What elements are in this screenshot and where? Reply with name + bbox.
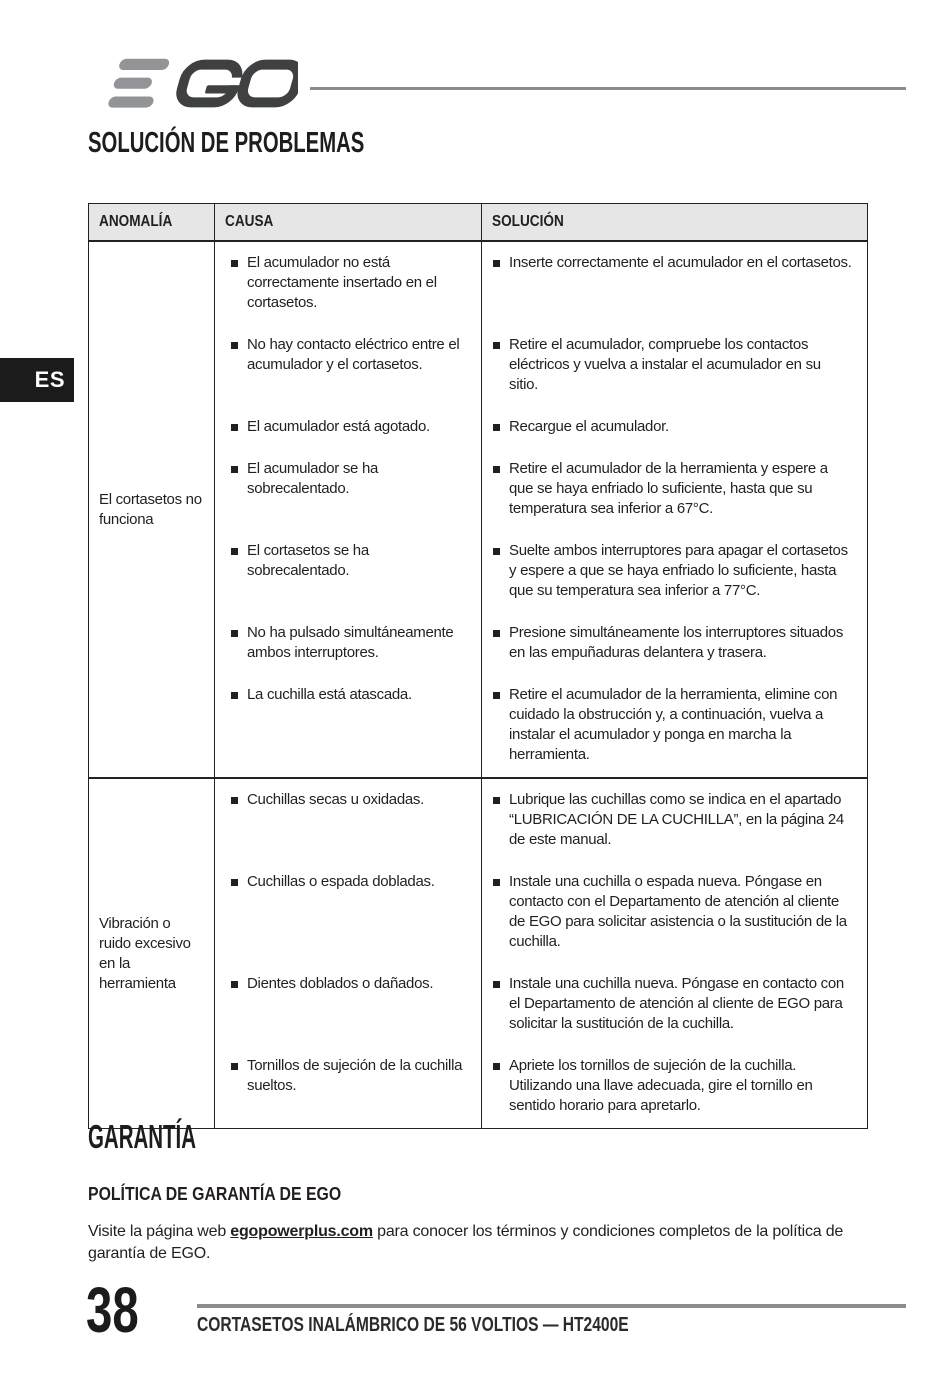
page-number: 38 xyxy=(86,1274,139,1346)
anomaly-cell xyxy=(89,242,215,777)
ego-logo-icon xyxy=(86,56,298,111)
cause-text: Tornillos de sujeción de la cuchilla sueltos. xyxy=(247,1057,463,1094)
solution-cell xyxy=(482,623,867,685)
cause-text: No ha pulsado simultáneamente ambos interruptores. xyxy=(247,624,454,661)
bullet-square-icon xyxy=(493,342,500,349)
solution-cell xyxy=(482,541,867,623)
troubleshooting-table xyxy=(88,203,868,1129)
table-row xyxy=(89,777,867,1128)
column-header-solution: SOLUCIÓN xyxy=(492,213,564,230)
cause-solution-pair xyxy=(215,623,867,685)
bullet-square-icon xyxy=(231,466,238,473)
bullet-square-icon xyxy=(493,797,500,804)
cause-text: Cuchillas secas u oxidadas. xyxy=(247,791,424,808)
cause-text: Cuchillas o espada dobladas. xyxy=(247,873,435,890)
solution-cell xyxy=(482,872,867,974)
warranty-title: GARANTÍA xyxy=(88,1118,196,1155)
solution-cell xyxy=(482,974,867,1056)
warranty-link[interactable]: egopowerplus.com xyxy=(230,1223,373,1240)
bullet-square-icon xyxy=(231,797,238,804)
cause-solution-pair xyxy=(215,417,867,459)
bullet-square-icon xyxy=(493,981,500,988)
row-pairs xyxy=(215,779,867,1128)
warranty-section xyxy=(88,1118,878,1265)
cause-solution-pair xyxy=(215,779,867,872)
column-header-cause: CAUSA xyxy=(215,204,482,240)
bullet-square-icon xyxy=(231,630,238,637)
solution-text: Retire el acumulador de la herramienta y espere a que se haya enfriado lo suficiente, hasta que su temperatura sea inferior a 67°C. xyxy=(509,460,828,517)
solution-text: Instale una cuchilla o espada nueva. Póngase en contacto con el Departamento de atención al cliente de EGO para solicitar asistencia o la sustitución de la cuchilla. xyxy=(509,873,847,950)
language-tab-label: ES xyxy=(34,367,65,392)
bullet-square-icon xyxy=(493,466,500,473)
bullet-square-icon xyxy=(231,342,238,349)
solution-text: Lubrique las cuchillas como se indica en el apartado “LUBRICACIÓN DE LA CUCHILLA”, en la página 24 de este manual. xyxy=(509,791,844,848)
bullet-square-icon xyxy=(493,879,500,886)
cause-solution-pair xyxy=(215,541,867,623)
cause-cell xyxy=(215,779,482,872)
bullet-square-icon xyxy=(493,692,500,699)
cause-text: La cuchilla está atascada. xyxy=(247,686,412,703)
cause-text: El acumulador no está correctamente insertado en el cortasetos. xyxy=(247,254,437,311)
solution-text: Presione simultáneamente los interruptores situados en las empuñaduras delantera y trasera. xyxy=(509,624,844,661)
cause-cell xyxy=(215,872,482,974)
table-header-row xyxy=(89,204,867,242)
bullet-square-icon xyxy=(231,1063,238,1070)
cause-solution-pair xyxy=(215,335,867,417)
cause-cell xyxy=(215,242,482,335)
bullet-square-icon xyxy=(231,879,238,886)
anomaly-cell xyxy=(89,779,215,1128)
cause-cell xyxy=(215,335,482,417)
solution-cell xyxy=(482,685,867,777)
solution-text: Apriete los tornillos de sujeción de la cuchilla. Utilizando una llave adecuada, gire el tornillo en sentido horario para apretarlo. xyxy=(509,1057,813,1114)
bullet-square-icon xyxy=(493,1063,500,1070)
footer-divider xyxy=(197,1304,906,1308)
solution-text: Retire el acumulador, compruebe los contactos eléctricos y vuelva a instalar el acumulador en su sitio. xyxy=(509,336,821,393)
cause-cell xyxy=(215,459,482,541)
solution-text: Retire el acumulador de la herramienta, elimine con cuidado la obstrucción y, a continuación, vuelva a instalar el acumulador y ponga en marcha la herramienta. xyxy=(509,686,838,763)
cause-cell xyxy=(215,685,482,777)
table-row xyxy=(89,242,867,777)
cause-text: No hay contacto eléctrico entre el acumulador y el cortasetos. xyxy=(247,336,460,373)
cause-text: El cortasetos se ha sobrecalentado. xyxy=(247,542,369,579)
solution-cell xyxy=(482,242,867,335)
solution-text: Inserte correctamente el acumulador en el cortasetos. xyxy=(509,254,852,271)
cause-solution-pair xyxy=(215,459,867,541)
page-title: SOLUCIÓN DE PROBLEMAS xyxy=(88,127,365,159)
anomaly-text: Vibración o ruido excesivo en la herramienta xyxy=(99,914,191,992)
cause-cell xyxy=(215,623,482,685)
cause-text: El acumulador se ha sobrecalentado. xyxy=(247,460,379,497)
warranty-body xyxy=(88,1221,874,1265)
cause-solution-pair xyxy=(215,974,867,1056)
cause-solution-pair xyxy=(215,872,867,974)
column-header-anomaly: ANOMALÍA xyxy=(89,204,215,240)
row-pairs xyxy=(215,242,867,777)
warranty-body-before: Visite la página web xyxy=(88,1223,231,1240)
bullet-square-icon xyxy=(231,981,238,988)
anomaly-text: El cortasetos no funciona xyxy=(99,490,202,528)
table-body xyxy=(89,242,867,1128)
bullet-square-icon xyxy=(231,692,238,699)
bullet-square-icon xyxy=(493,630,500,637)
cause-text: Dientes doblados o dañados. xyxy=(247,975,434,992)
solution-text: Recargue el acumulador. xyxy=(509,418,669,435)
solution-cell xyxy=(482,459,867,541)
cause-text: El acumulador está agotado. xyxy=(247,418,430,435)
footer-product-line: CORTASETOS INALÁMBRICO DE 56 VOLTIOS — HT2400E xyxy=(197,1314,629,1336)
bullet-square-icon xyxy=(493,424,500,431)
bullet-square-icon xyxy=(493,260,500,267)
bullet-square-icon xyxy=(493,548,500,555)
cause-solution-pair xyxy=(215,685,867,777)
cause-cell xyxy=(215,417,482,459)
cause-cell xyxy=(215,974,482,1056)
header-divider xyxy=(310,87,906,90)
solution-text: Instale una cuchilla nueva. Póngase en contacto con el Departamento de atención al cliente de EGO para solicitar la sustitución de la cuchilla. xyxy=(509,975,844,1032)
solution-cell xyxy=(482,779,867,872)
warranty-body-after: para conocer los términos y condiciones completos de la política de garantía de EGO. xyxy=(88,1223,844,1262)
cause-cell xyxy=(215,541,482,623)
warranty-subtitle: POLÍTICA DE GARANTÍA DE EGO xyxy=(88,1184,342,1204)
ego-logo xyxy=(86,56,298,116)
language-tab-es xyxy=(0,358,74,402)
bullet-square-icon xyxy=(231,548,238,555)
bullet-square-icon xyxy=(231,424,238,431)
solution-cell xyxy=(482,417,867,459)
cause-solution-pair xyxy=(215,242,867,335)
bullet-square-icon xyxy=(231,260,238,267)
solution-text: Suelte ambos interruptores para apagar el cortasetos y espere a que se haya enfriado lo suficiente, hasta que su temperatura sea inferior a 77°C. xyxy=(509,542,848,599)
solution-cell xyxy=(482,335,867,417)
